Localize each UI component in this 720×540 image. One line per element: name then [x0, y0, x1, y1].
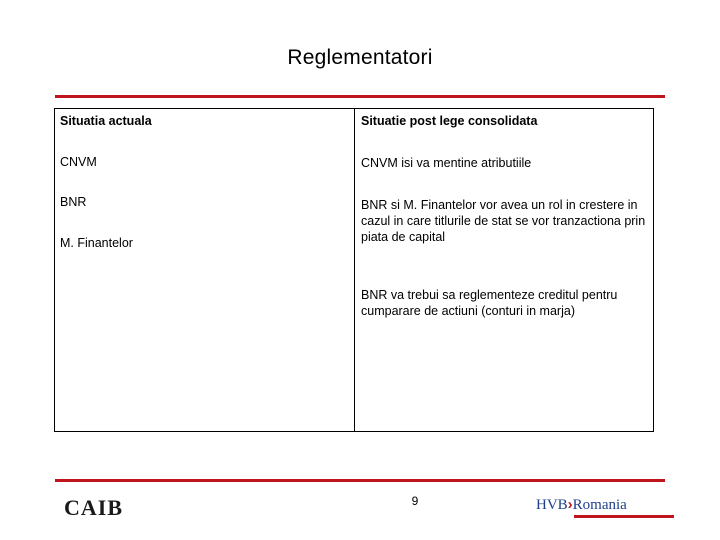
- header-future: Situatie post lege consolidata: [361, 114, 538, 128]
- hvb-romania-logo: [536, 496, 627, 520]
- current-item: CNVM: [60, 155, 97, 169]
- page-title: Reglementatori: [287, 46, 433, 69]
- hvb-logo-underline: [574, 515, 674, 518]
- comparison-table: [54, 108, 654, 432]
- caib-logo: [64, 495, 123, 521]
- future-item: BNR va trebui sa reglementeze creditul pentru cumparare de actiuni (conturi in marja): [361, 288, 618, 318]
- future-item: BNR si M. Finantelor vor avea un rol in crestere in cazul in care titlurile de stat se vor tranzactiona prin piata de capital: [361, 198, 646, 244]
- current-item: BNR: [60, 195, 87, 209]
- hvb-logo-separator: ›: [567, 496, 573, 513]
- future-item: CNVM isi va mentine atributiile: [361, 156, 532, 170]
- column-divider: [354, 109, 355, 431]
- header-current: Situatia actuala: [60, 114, 152, 128]
- hvb-logo-country: Romania: [572, 497, 627, 513]
- header-divider: [55, 95, 665, 98]
- caib-logo-text: CAIB: [64, 495, 124, 520]
- footer-divider: [55, 479, 665, 482]
- page-number: 9: [411, 494, 419, 508]
- current-item: M. Finantelor: [60, 236, 133, 250]
- hvb-logo-brand: HVB: [536, 497, 568, 513]
